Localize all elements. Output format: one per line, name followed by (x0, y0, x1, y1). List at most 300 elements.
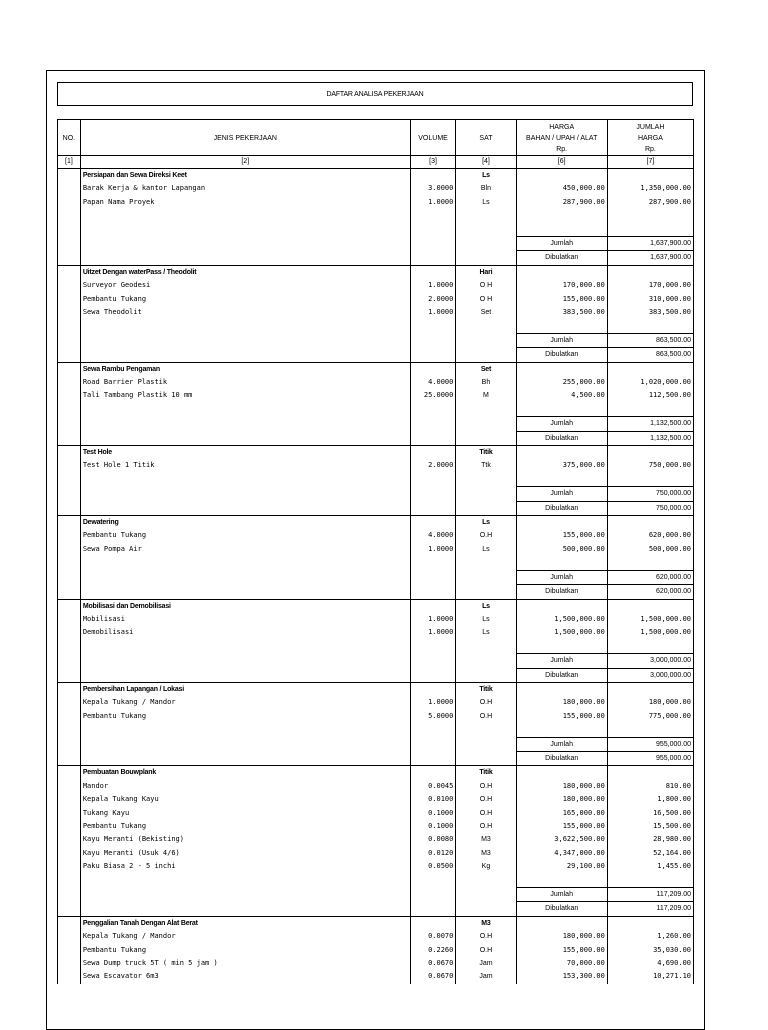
table-row-blank (58, 209, 694, 222)
item-unit: Ls (456, 613, 516, 626)
section-price-cell (516, 682, 607, 696)
dibulatkan-label: Dibulatkan (516, 431, 607, 445)
dibulatkan-job-cell (80, 751, 410, 765)
item-total: 28,980.00 (607, 833, 693, 846)
blank-cell (58, 319, 81, 333)
section-total-cell (607, 682, 693, 696)
table-row-blank (58, 874, 694, 888)
blank-cell (410, 473, 456, 487)
item-total: 1,455.00 (607, 860, 693, 873)
item-price: 255,000.00 (516, 376, 607, 389)
section-unit: Titik (456, 446, 516, 460)
dibulatkan-sat-cell (456, 431, 516, 445)
item-name: Sewa Theodolit (80, 306, 410, 319)
dibulatkan-row (58, 902, 694, 916)
dibulatkan-label: Dibulatkan (516, 251, 607, 265)
item-no-cell (58, 529, 81, 542)
item-row (58, 293, 694, 306)
item-row (58, 696, 694, 709)
item-volume: 1.0000 (410, 279, 456, 292)
item-no-cell (58, 860, 81, 873)
item-name: Tukang Kayu (80, 807, 410, 820)
item-row (58, 306, 694, 319)
item-row (58, 376, 694, 389)
jumlah-vol-cell (410, 654, 456, 668)
item-total: 16,500.00 (607, 807, 693, 820)
section-header-row (58, 766, 694, 780)
jumlah-job-cell (80, 487, 410, 501)
item-unit: Jam (456, 970, 516, 983)
blank-cell (58, 556, 81, 570)
table-row-blank (58, 723, 694, 737)
blank-cell (410, 209, 456, 222)
section-unit: Ls (456, 169, 516, 183)
jumlah-job-cell (80, 570, 410, 584)
blank-cell (410, 640, 456, 654)
section-header-row (58, 599, 694, 613)
blank-cell (80, 473, 410, 487)
dibulatkan-label: Dibulatkan (516, 902, 607, 916)
item-volume: 4.0000 (410, 376, 456, 389)
item-row (58, 182, 694, 195)
blank-cell (607, 319, 693, 333)
dibulatkan-job-cell (80, 348, 410, 362)
jumlah-no-cell (58, 570, 81, 584)
dibulatkan-vol-cell (410, 251, 456, 265)
item-name: Road Barrier Plastik (80, 376, 410, 389)
item-name: Mobilisasi (80, 613, 410, 626)
jumlah-value: 620,000.00 (607, 570, 693, 584)
dibulatkan-label: Dibulatkan (516, 348, 607, 362)
jumlah-vol-cell (410, 487, 456, 501)
item-total: 1,020,000.00 (607, 376, 693, 389)
item-unit: M3 (456, 847, 516, 860)
item-price: 155,000.00 (516, 710, 607, 723)
dibulatkan-value: 3,000,000.00 (607, 668, 693, 682)
dibulatkan-no-cell (58, 501, 81, 515)
blank-cell (516, 223, 607, 237)
item-volume: 2.0000 (410, 459, 456, 472)
item-unit: Bln (456, 182, 516, 195)
item-price: 375,000.00 (516, 459, 607, 472)
jumlah-job-cell (80, 333, 410, 347)
item-no-cell (58, 970, 81, 983)
blank-cell (80, 209, 410, 222)
jumlah-job-cell (80, 654, 410, 668)
blank-cell (80, 556, 410, 570)
item-no-cell (58, 459, 81, 472)
item-no-cell (58, 833, 81, 846)
section-title: Pembersihan Lapangan / Lokasi (80, 682, 410, 696)
section-title: Penggalian Tanah Dengan Alat Berat (80, 916, 410, 930)
jumlah-value: 955,000.00 (607, 737, 693, 751)
dibulatkan-row (58, 431, 694, 445)
document-title (57, 82, 693, 106)
item-total: 1,500,000.00 (607, 613, 693, 626)
dibulatkan-sat-cell (456, 902, 516, 916)
table-row-blank (58, 319, 694, 333)
item-no-cell (58, 957, 81, 970)
dibulatkan-value: 863,500.00 (607, 348, 693, 362)
dibulatkan-value: 1,637,900.00 (607, 251, 693, 265)
section-unit: M3 (456, 916, 516, 930)
item-unit: Kg (456, 860, 516, 873)
item-no-cell (58, 196, 81, 209)
blank-cell (607, 209, 693, 222)
dibulatkan-sat-cell (456, 251, 516, 265)
item-price: 4,500.00 (516, 389, 607, 402)
item-unit: M (456, 389, 516, 402)
item-row (58, 529, 694, 542)
item-no-cell (58, 944, 81, 957)
header-total-line2: HARGA (607, 133, 693, 144)
section-header-row (58, 916, 694, 930)
item-volume: 4.0000 (410, 529, 456, 542)
jumlah-label: Jumlah (516, 570, 607, 584)
section-no-cell (58, 916, 81, 930)
section-price-cell (516, 599, 607, 613)
item-unit: Bh (456, 376, 516, 389)
item-total: 35,030.00 (607, 944, 693, 957)
item-total: 775,000.00 (607, 710, 693, 723)
dibulatkan-row (58, 348, 694, 362)
item-total: 180,000.00 (607, 696, 693, 709)
section-title: Mobilisasi dan Demobilisasi (80, 599, 410, 613)
section-title: Pembuatan Bouwplank (80, 766, 410, 780)
header-total-line3: Rp. (607, 144, 693, 156)
item-price: 155,000.00 (516, 529, 607, 542)
item-name: Paku Biasa 2 - 5 inchi (80, 860, 410, 873)
dibulatkan-row (58, 501, 694, 515)
section-total-cell (607, 916, 693, 930)
blank-cell (456, 209, 516, 222)
jumlah-no-cell (58, 487, 81, 501)
blank-cell (516, 556, 607, 570)
item-no-cell (58, 543, 81, 556)
item-volume: 3.0000 (410, 182, 456, 195)
blank-cell (58, 723, 81, 737)
item-no-cell (58, 613, 81, 626)
item-row (58, 626, 694, 639)
header-price-line2: BAHAN / UPAH / ALAT (516, 133, 607, 144)
item-price: 4,347,000.00 (516, 847, 607, 860)
section-price-cell (516, 265, 607, 279)
item-total: 4,690.00 (607, 957, 693, 970)
item-name: Pembantu Tukang (80, 529, 410, 542)
blank-cell (80, 874, 410, 888)
item-name: Kepala Tukang Kayu (80, 793, 410, 806)
item-price: 180,000.00 (516, 696, 607, 709)
jumlah-label: Jumlah (516, 237, 607, 251)
blank-cell (58, 209, 81, 222)
blank-cell (58, 223, 81, 237)
item-unit: O.H (456, 696, 516, 709)
item-volume: 0.0080 (410, 833, 456, 846)
blank-cell (516, 640, 607, 654)
item-volume: 0.0500 (410, 860, 456, 873)
section-total-cell (607, 516, 693, 530)
table-row-blank (58, 473, 694, 487)
item-row (58, 710, 694, 723)
item-row (58, 459, 694, 472)
jumlah-vol-cell (410, 237, 456, 251)
section-header-row (58, 516, 694, 530)
item-name: Pembantu Tukang (80, 820, 410, 833)
blank-cell (516, 403, 607, 417)
dibulatkan-value: 750,000.00 (607, 501, 693, 515)
header-total-line1: JUMLAH (607, 120, 693, 134)
item-price: 165,000.00 (516, 807, 607, 820)
index-3: [3] (410, 156, 456, 169)
item-price: 450,000.00 (516, 182, 607, 195)
item-total: 15,500.00 (607, 820, 693, 833)
header-sat: SAT (456, 133, 516, 144)
blank-cell (456, 223, 516, 237)
item-price: 1,500,000.00 (516, 613, 607, 626)
blank-cell (607, 223, 693, 237)
section-title: Test Hole (80, 446, 410, 460)
item-name: Demobilisasi (80, 626, 410, 639)
item-row (58, 279, 694, 292)
item-unit: O.H (456, 710, 516, 723)
dibulatkan-label: Dibulatkan (516, 585, 607, 599)
index-6: [6] (516, 156, 607, 169)
table-row-blank (58, 556, 694, 570)
item-unit: Ls (456, 196, 516, 209)
item-row (58, 196, 694, 209)
jumlah-sat-cell (456, 654, 516, 668)
jumlah-job-cell (80, 417, 410, 431)
section-header-row (58, 362, 694, 376)
blank-cell (456, 640, 516, 654)
header-volume: VOLUME (410, 133, 456, 144)
analysis-table (57, 119, 694, 984)
jumlah-no-cell (58, 333, 81, 347)
jumlah-no-cell (58, 737, 81, 751)
blank-cell (516, 319, 607, 333)
index-1: [1] (58, 156, 81, 169)
dibulatkan-value: 955,000.00 (607, 751, 693, 765)
item-total: 1,800.00 (607, 793, 693, 806)
dibulatkan-no-cell (58, 348, 81, 362)
item-no-cell (58, 626, 81, 639)
item-volume: 1.0000 (410, 306, 456, 319)
section-unit: Titik (456, 766, 516, 780)
item-volume: 0.0120 (410, 847, 456, 860)
dibulatkan-job-cell (80, 251, 410, 265)
item-price: 1,500,000.00 (516, 626, 607, 639)
item-row (58, 970, 694, 983)
dibulatkan-job-cell (80, 902, 410, 916)
item-name: Pembantu Tukang (80, 710, 410, 723)
section-title: Persiapan dan Sewa Direksi Keet (80, 169, 410, 183)
jumlah-job-cell (80, 237, 410, 251)
item-row (58, 543, 694, 556)
blank-cell (607, 403, 693, 417)
jumlah-no-cell (58, 887, 81, 901)
jumlah-sat-cell (456, 737, 516, 751)
item-price: 500,000.00 (516, 543, 607, 556)
jumlah-no-cell (58, 237, 81, 251)
item-price: 155,000.00 (516, 944, 607, 957)
header-sat-blank (456, 144, 516, 156)
item-name: Tali Tambang Plastik 10 mm (80, 389, 410, 402)
item-no-cell (58, 930, 81, 943)
section-title: Sewa Rambu Pengaman (80, 362, 410, 376)
section-volume-cell (410, 599, 456, 613)
title-text: DAFTAR ANALISA PEKERJAAN (326, 90, 424, 98)
dibulatkan-vol-cell (410, 668, 456, 682)
blank-cell (410, 223, 456, 237)
section-total-cell (607, 599, 693, 613)
section-price-cell (516, 516, 607, 530)
item-name: Barak Kerja & kantor Lapangan (80, 182, 410, 195)
jumlah-row (58, 237, 694, 251)
item-no-cell (58, 820, 81, 833)
item-total: 112,500.00 (607, 389, 693, 402)
blank-cell (607, 723, 693, 737)
table-body (58, 169, 694, 984)
item-unit: O.H (456, 529, 516, 542)
item-volume: 1.0000 (410, 613, 456, 626)
item-volume: 0.0070 (410, 930, 456, 943)
item-price: 180,000.00 (516, 793, 607, 806)
item-unit: O.H (456, 820, 516, 833)
item-no-cell (58, 807, 81, 820)
item-volume: 0.1000 (410, 807, 456, 820)
jumlah-row (58, 654, 694, 668)
item-total: 52,164.00 (607, 847, 693, 860)
index-2: [2] (80, 156, 410, 169)
dibulatkan-sat-cell (456, 668, 516, 682)
blank-cell (607, 874, 693, 888)
jumlah-vol-cell (410, 570, 456, 584)
item-price: 287,900.00 (516, 196, 607, 209)
blank-cell (80, 223, 410, 237)
table-row-blank (58, 640, 694, 654)
header-no-blank (58, 144, 81, 156)
section-total-cell (607, 446, 693, 460)
jumlah-value: 3,000,000.00 (607, 654, 693, 668)
item-row (58, 957, 694, 970)
jumlah-row (58, 417, 694, 431)
dibulatkan-job-cell (80, 431, 410, 445)
blank-cell (516, 874, 607, 888)
section-price-cell (516, 916, 607, 930)
table-row-blank (58, 403, 694, 417)
jumlah-vol-cell (410, 737, 456, 751)
section-title: Uitzet Dengan waterPass / Theodolit (80, 265, 410, 279)
blank-cell (58, 403, 81, 417)
item-row (58, 793, 694, 806)
item-unit: Ls (456, 543, 516, 556)
section-header-row (58, 682, 694, 696)
section-no-cell (58, 682, 81, 696)
section-header-row (58, 446, 694, 460)
dibulatkan-sat-cell (456, 585, 516, 599)
item-no-cell (58, 780, 81, 793)
jumlah-value: 750,000.00 (607, 487, 693, 501)
header-volume-blank (410, 144, 456, 156)
blank-cell (80, 319, 410, 333)
item-no-cell (58, 710, 81, 723)
section-no-cell (58, 516, 81, 530)
jumlah-row (58, 570, 694, 584)
header-sat-spacer (456, 120, 516, 134)
dibulatkan-label: Dibulatkan (516, 668, 607, 682)
dibulatkan-sat-cell (456, 501, 516, 515)
jumlah-vol-cell (410, 887, 456, 901)
blank-cell (456, 319, 516, 333)
jumlah-label: Jumlah (516, 737, 607, 751)
jumlah-value: 1,132,500.00 (607, 417, 693, 431)
dibulatkan-sat-cell (456, 348, 516, 362)
blank-cell (80, 723, 410, 737)
item-volume: 5.0000 (410, 710, 456, 723)
item-volume: 25.0000 (410, 389, 456, 402)
jumlah-job-cell (80, 887, 410, 901)
section-volume-cell (410, 446, 456, 460)
dibulatkan-job-cell (80, 668, 410, 682)
item-unit: Set (456, 306, 516, 319)
section-no-cell (58, 265, 81, 279)
header-job-blank (80, 144, 410, 156)
item-no-cell (58, 279, 81, 292)
blank-cell (607, 640, 693, 654)
section-unit: Hari (456, 265, 516, 279)
dibulatkan-value: 117,209.00 (607, 902, 693, 916)
index-4: [4] (456, 156, 516, 169)
jumlah-value: 863,500.00 (607, 333, 693, 347)
blank-cell (456, 473, 516, 487)
item-name: Surveyor Geodesi (80, 279, 410, 292)
blank-cell (410, 556, 456, 570)
jumlah-no-cell (58, 417, 81, 431)
dibulatkan-label: Dibulatkan (516, 501, 607, 515)
dibulatkan-value: 620,000.00 (607, 585, 693, 599)
dibulatkan-row (58, 751, 694, 765)
section-volume-cell (410, 265, 456, 279)
item-row (58, 613, 694, 626)
item-name: Pembantu Tukang (80, 293, 410, 306)
item-name: Pembantu Tukang (80, 944, 410, 957)
jumlah-label: Jumlah (516, 654, 607, 668)
jumlah-job-cell (80, 737, 410, 751)
item-name: Kayu Meranti (Bekisting) (80, 833, 410, 846)
item-unit: O.H (456, 930, 516, 943)
item-price: 70,000.00 (516, 957, 607, 970)
section-volume-cell (410, 169, 456, 183)
dibulatkan-no-cell (58, 431, 81, 445)
item-total: 1,260.00 (607, 930, 693, 943)
jumlah-sat-cell (456, 237, 516, 251)
item-unit: O.H (456, 780, 516, 793)
item-unit: O H (456, 293, 516, 306)
item-volume: 0.0670 (410, 957, 456, 970)
header-volume-spacer (410, 120, 456, 134)
item-price: 180,000.00 (516, 930, 607, 943)
item-name: Kepala Tukang / Mandor (80, 930, 410, 943)
jumlah-value: 1,637,900.00 (607, 237, 693, 251)
blank-cell (410, 403, 456, 417)
dibulatkan-no-cell (58, 751, 81, 765)
blank-cell (516, 723, 607, 737)
table-row-blank (58, 223, 694, 237)
blank-cell (607, 473, 693, 487)
section-price-cell (516, 169, 607, 183)
item-no-cell (58, 696, 81, 709)
dibulatkan-vol-cell (410, 348, 456, 362)
